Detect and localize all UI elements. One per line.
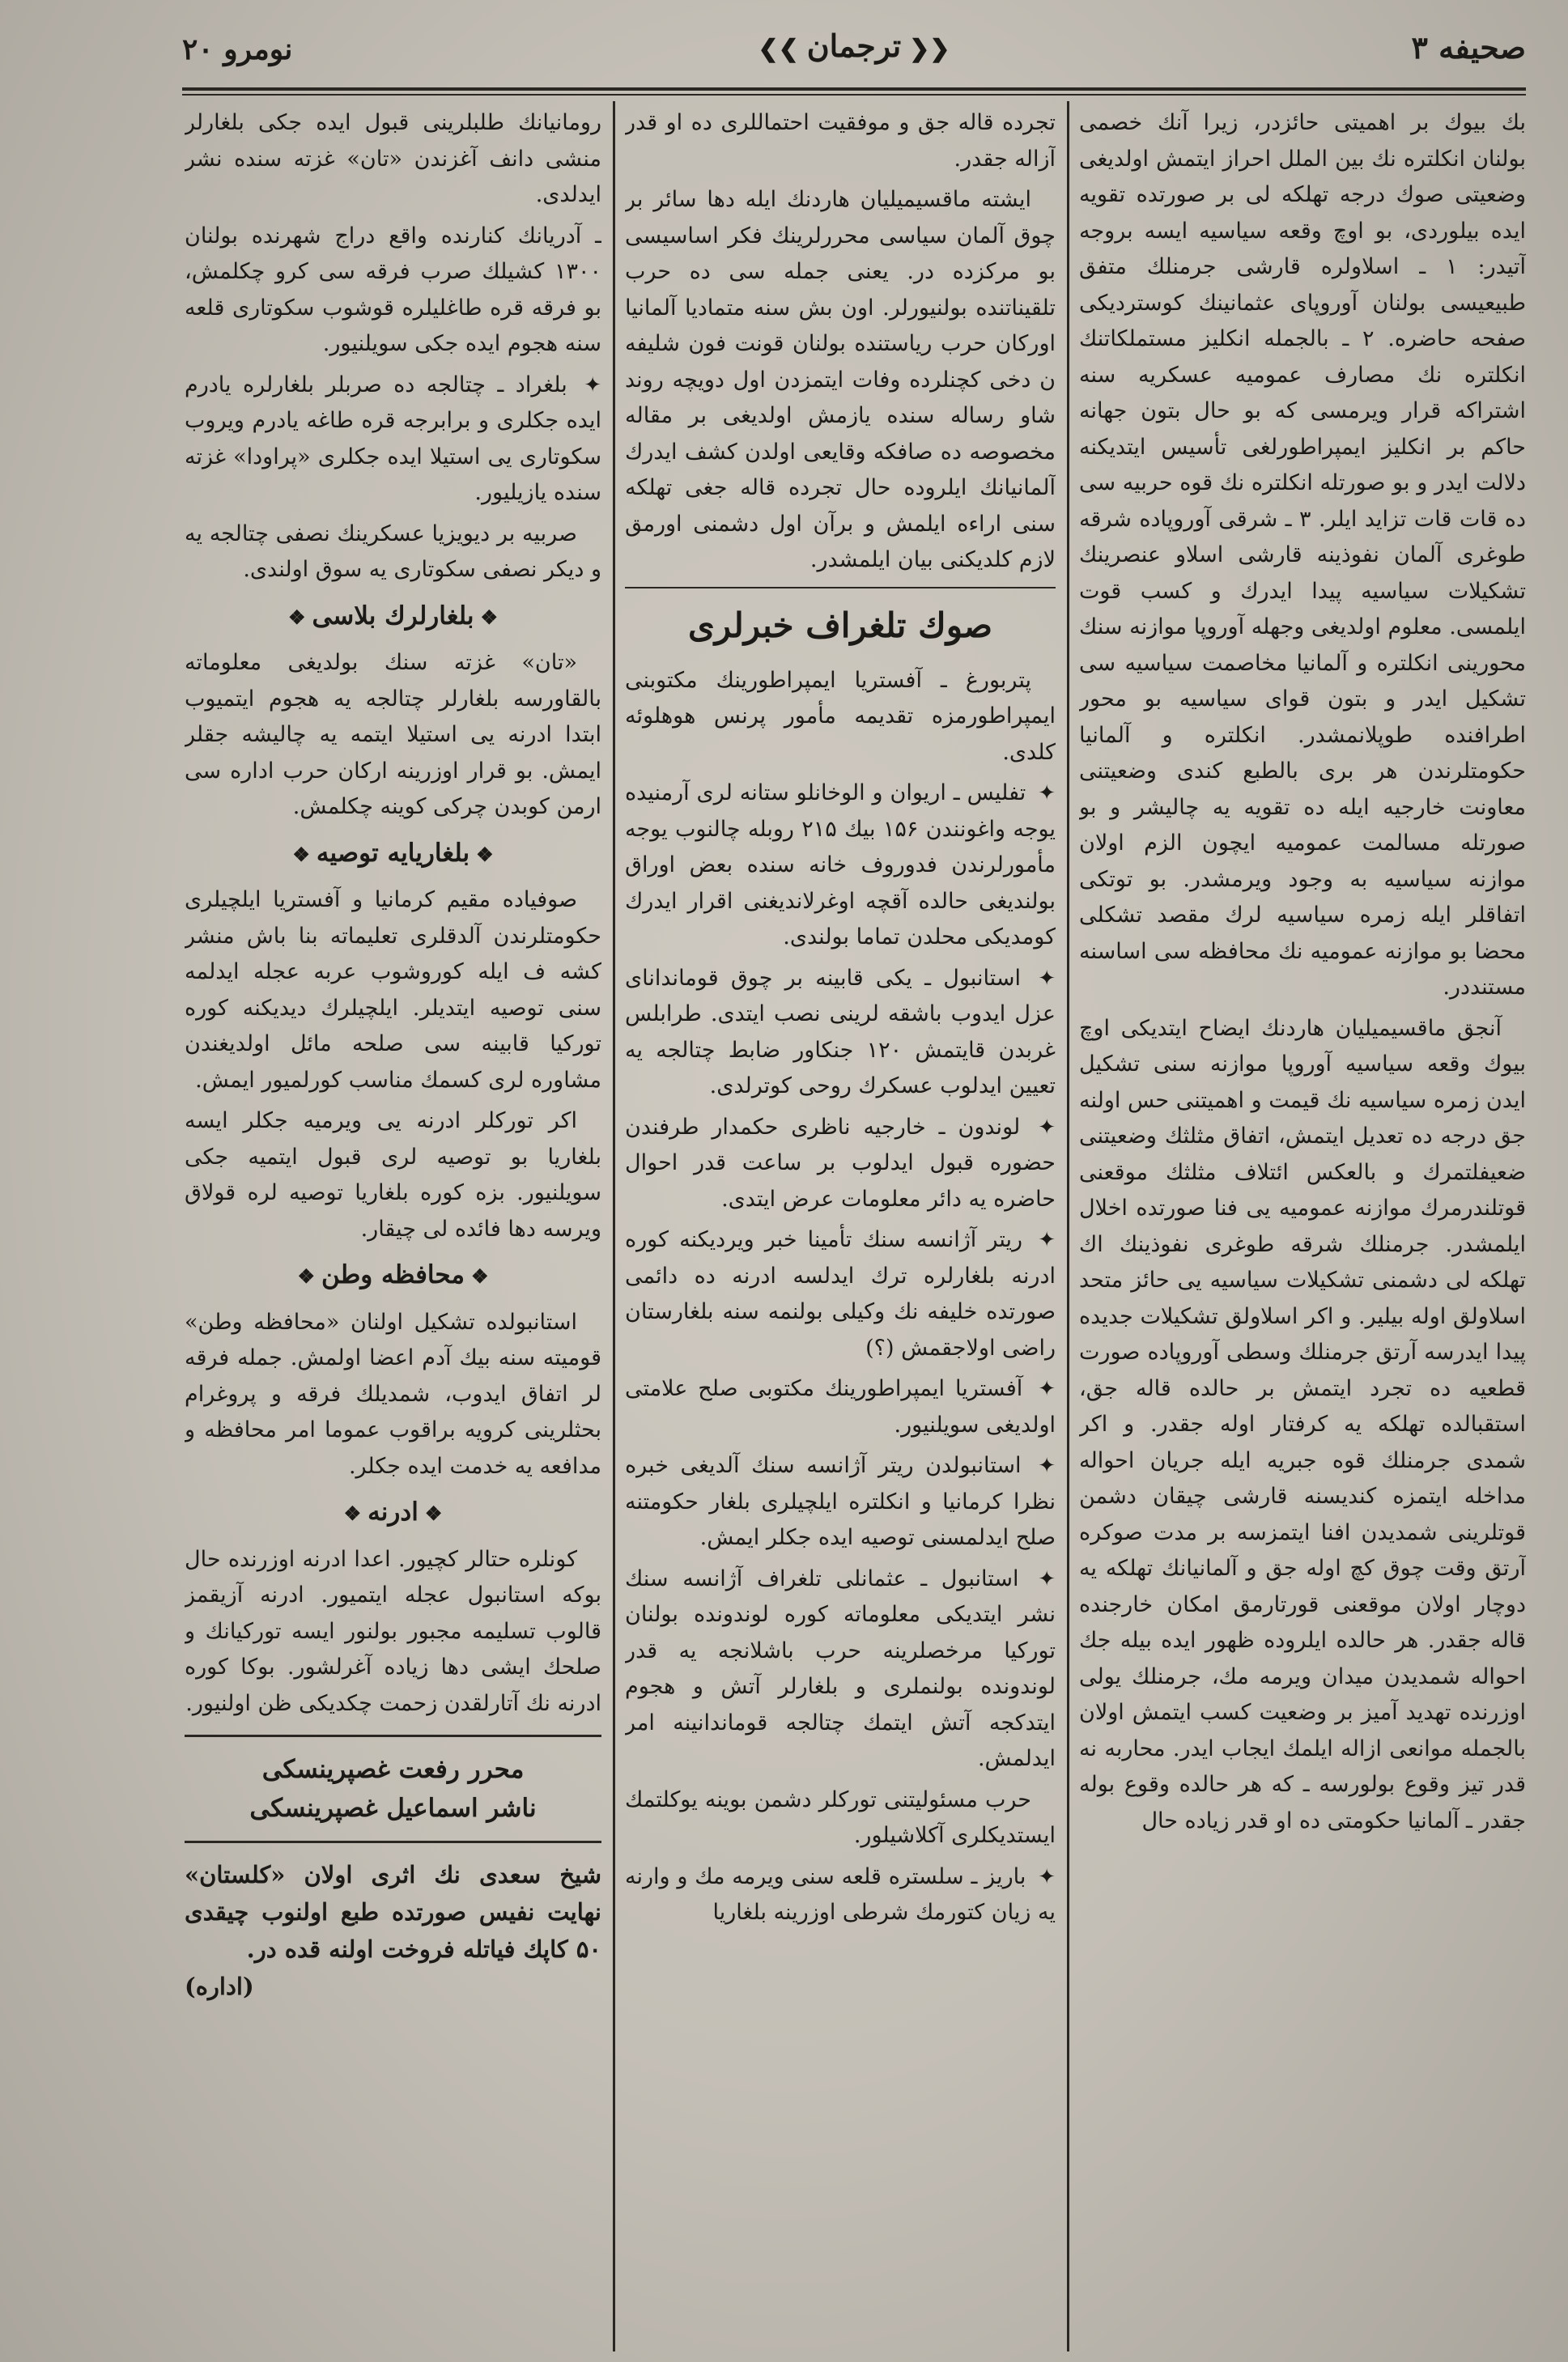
- ornament-icon: ❖: [297, 1264, 316, 1288]
- diamond-icon: ✦: [1038, 1454, 1056, 1478]
- news-item-text: تفليس ـ اريوان و الوخانلو ستانه لرى آرمنيده يوجه واغونندن ۱۵۶ بيك ۲۱۵ روبله چالنوب يوجه مأمورلرندن فدوروف خانه سنده بعض اوراق بولنديغى حالده آقچه اوغرلانديغنى اقرار ايدرك كومديكى محلدن تماما بولندى.: [625, 780, 1056, 949]
- news-item: [625, 1222, 1056, 1366]
- signature-block: [185, 1750, 601, 1828]
- ornament-icon: ❮❮: [909, 35, 950, 63]
- ornament-icon: ❖: [292, 842, 310, 866]
- news-item-text: ريتر آژانسه سنك تأمينا خبر ويرديكنه كوره ادرنه بلغارلره ترك ايدلسه ادرنه ده دائمى صورتده خليفه نك وكيلى بولنمه سنه بلغارستان راضى اولاجقمش (؟): [625, 1227, 1056, 1361]
- news-item-text: بلغراد ـ چتالجه ده صربلر بلغارلره يادرم ايده جكلرى و برابرجه قره طاغه يادرم ويروب سكوتارى يى استيلا ايده جكلرى «پراودا» غزته سنده يازيليور.: [185, 372, 601, 505]
- news-item-text: آفستريا ايمپراطورينك مكتوبى صلح علامتى اولديغى سويلنيور.: [625, 1376, 1056, 1438]
- ornament-icon: ❯❯: [758, 35, 799, 63]
- editor-line: محرر رفعت غصپرينسكى: [261, 1755, 525, 1784]
- ornament-icon: ❖: [287, 605, 306, 629]
- section-heading-text: محافظه وطن: [321, 1260, 465, 1289]
- news-item-text: استانبولدن ريتر آژانسه سنك آلديغى خبره نظرا كرمانيا و انكلتره ايلچيلرى بلغار حكومتنه صلح ايدلمسنى توصيه ايده جكلر ايمش.: [625, 1453, 1056, 1550]
- section-heading-text: بلغارلرك بلاسى: [312, 601, 474, 631]
- publisher-line: ناشر اسماعيل غصپرينسكى: [249, 1794, 537, 1823]
- news-item-text: استانبول ـ يكى قابينه بر چوق قومانداناى عزل ايدوب باشقه لرينى نصب ايتدى. طرابلس غربدن قايتمش ۱۲۰ جنكاور ضابط چتالجه يه تعيين ايدلوب عسكرك روحى كوترلدى.: [625, 965, 1056, 1098]
- ornament-icon: ❖: [343, 1502, 362, 1525]
- diamond-icon: ✦: [1038, 1377, 1056, 1401]
- issue-number-label: نومرو ۲۰: [182, 32, 293, 66]
- advertisement-signature: (اداره): [185, 1973, 254, 2000]
- news-item: [625, 1371, 1056, 1443]
- news-item: [625, 961, 1056, 1105]
- section-heading: [185, 1494, 601, 1532]
- article-paragraph: كونلره حتالر كچيور. اعدا ادرنه اوزرنده حال بوكه استانبول عجله ايتميور. ادرنه آزيقمز قالوب تسليمه مجبور بولنور ايسه توركيانك و صلحك ايشى دها زياده آغرلشور. بوكا كوره ادرنه نك آتارلقدن زحمت چكديكى ظن اولنيور.: [185, 1546, 601, 1716]
- news-item: [625, 1110, 1056, 1218]
- diamond-icon: ✦: [1038, 1864, 1056, 1889]
- ornament-icon: ❖: [470, 1264, 489, 1288]
- news-item: [625, 1859, 1056, 1931]
- ornament-icon: ❖: [424, 1502, 443, 1525]
- section-heading-text: ادرنه: [368, 1497, 419, 1527]
- article-paragraph: ايشته ماقسيميليان هاردنك ايله دها سائر بر چوق آلمان سياسى محررلرينك فكر اساسيسى بو مركزده در. يعنى جمله سى ده حرب تلقيناتنده بولنيورلر. اون بش سنه متماديا آلمانيا اوركان حرب رياستنده بولنان قونت فون شليفه ن دخى كچنلرده وفات ايتمزدن اول دويچه روند شاو رساله سنده يازمش اولديغى بر مقاله مخصوصه ده صافكه وقايعى اولدن كشف ايدرك آلمانيانك ايلروده حال تجرده قاله جغى تهلكه سنى اراءه ايلمش و برآن اول دشمنى اورمق لازم كلديكنى بيان ايلمشدر.: [625, 187, 1056, 572]
- section-heading: [185, 835, 601, 873]
- column-left: [185, 105, 601, 2347]
- section-heading: [185, 598, 601, 636]
- diamond-icon: ✦: [1038, 781, 1056, 805]
- masthead: [182, 28, 1526, 64]
- header-rule: [182, 87, 1526, 91]
- masthead-title: ترجمان: [806, 28, 902, 64]
- article-paragraph: بك بيوك بر اهميتى حائزدر، زيرا آنك خصمى بولنان انكلتره نك بين الملل احراز ايتمش اولديغى وضعيتى صوك درجه تهلكه لى بر صورتده تقويه ايده بيلوردى، بو اوچ وقعه سياسيه ايسه بروجه آتيدر: ۱ ـ اسلاولره قارشى جرمنلك متفق طبيعيسى بولنان آوروپاى عثمانينك كوستردیكى صفحه حاضره. ۲ ـ بالجمله انكليز مستملكاتنك انكلتره نك مصارف عموميه عسكريه سنه اشتراكه قرار ويرمسى كه بو حال بتون جهانه حاكم بر انكليز ايمپراطورلغى تأسيس ايتديكنه دلالت ايدر و بو صورتله انكلتره نك قوه حربيه سى ده قات قات تزايد ايلر. ۳ ـ شرقى آوروپاده شرقه طوغرى آلمان نفوذينه قارشى اسلاو عنصرينك تشكيلات سياسيه پيدا ايدرك و كسب قوت ايلمسى. معلوم اولديغى وجهله آوروپا موازنه سنك محورينى انكلتره و آلمانيا مخاصمت سياسيه سى تشكيل ايدر و بتون قواى سياسيه بو محور اطرافنده طوپلانمشدر. انكلتره و آلمانيا حكومتلرندن هر برى بالطبع كندى وضعيتنى معاونت خارجيه ايله ده تقويه يه چاليشر و بو صورتله مسالمت عموميه ايچون الزم اولان موازنه سياسيه به وجود ويرمشدر. بو توتكى اتفاقلر ايله زمره سياسيه لرك مقصد تشكلى محضا بو موازنه عموميه نك محافظه سى اساسنه مستنددر.: [1079, 110, 1526, 1000]
- news-item-text: باريز ـ سلستره قلعه سنى ويرمه مك و وارنه يه زيان كتورمك شرطى اوزرينه بلغاريا: [625, 1863, 1056, 1925]
- ornament-icon: ❖: [480, 605, 499, 629]
- article-paragraph: صربيه بر ديويزيا عسكرينك نصفى چتالجه يه و ديكر نصفى سكوتارى يه سوق اولندى.: [185, 520, 601, 582]
- column-middle: [625, 105, 1056, 2347]
- article-paragraph: تجرده قاله جق و موفقيت احتماللرى ده او قدر آزاله جقدر.: [625, 110, 1056, 172]
- diamond-icon: ✦: [1038, 1115, 1056, 1140]
- news-item: [625, 775, 1056, 956]
- news-item: پتربورغ ـ آفستريا ايمپراطورينك مكتوبنى ايمپراطورمزه تقديمه مأمور پرنس هوهلوئه كلدى.: [625, 667, 1056, 765]
- telegraph-news-heading: صوك تلغراف خبرلرى: [687, 605, 993, 645]
- article-paragraph: «تان» غزته سنك بولديغى معلوماته بالقاورسه بلغارلر چتالجه يه هجوم ايتميوب ابتدا ادرنه يى استيلا ايتمه يه چاليشه جقلر ايمش. بو قرار اوزرينه اركان حرب اداره سى ارمن كوبدن چركى كوينه چكلمش.: [185, 650, 601, 819]
- header-rule-thin: [182, 94, 1526, 96]
- section-divider: [625, 587, 1056, 588]
- section-heading-text: بلغاريايه توصيه: [316, 838, 470, 868]
- section-divider: [185, 1735, 601, 1737]
- diamond-icon: ✦: [584, 372, 601, 397]
- news-item-text: لوندون ـ خارجيه ناظرى حكمدار طرفندن حضوره قبول ايدلوب بر ساعت قدر احوال حاضره يه دائر معلومات عرض ايتدى.: [625, 1114, 1056, 1212]
- section-heading: [185, 1257, 601, 1295]
- ornament-icon: ❖: [476, 842, 494, 866]
- article-paragraph: آنجق ماقسيميليان هاردنك ايضاح ايتديكى اوچ بيوك وقعه سياسيه آوروپا موازنه سنى تشكيل ايدن زمره سياسيه نك قيمت و اهميتنى حس اولنه جق درجه ده تعديل ايتمش، اتفاق مثلثك وضعيتنى ضعيفلتمرك و بالعكس ائتلاف مثلثك موقعنى قوتلندرمرك موازنه عموميه يى فنا صورتده اخلال ايلمشدر. جرمنلك شرقه طوغرى نفوذينك اك تهلكه لى دشمنى تشكيلات سياسيه يى حائز متحد اسلاولق اوله بيلير. و اكر اسلاولق تشكيلات جديده پيدا ايدرسه آرتق جرمنلك وسطى آوروپاده صورت قطعيه ده تجرد ايتمش بر حالده قاله جق، استقبالده تهلكه يه كرفتار اوله جقدر. و اكر شمدى جرمنلك قوه جبريه ايله جريان احواله مداخله ايتمزه كنديسنه قارشى چيقان دشمن قوتلرينى شمديدن افنا ايتمزسه بر مدت صوكره آرتق وقت چوق كچ اوله جق و آلمانيانك تهلكه يه دوچار اولان موقعنى قورتارمق امكان خارجنده قاله جقدر. هر حالده ايلروده ظهور ايده بيله جك احواله شمديدن ميدان ويرمه مك، جرمنلك يولى اوزرنده تهديد آميز بر وضعيت كسب ايتمش اولان بالجمله موانعى ازاله ايلمك ايجاب ايدر. محاربه نه قدر تيز وقوع بولورسه ـ كه هر حالده وقوع بوله جقدر ـ آلمانيا حكومتى ده او قدر زياده حال: [1079, 1015, 1526, 1833]
- section-divider: [185, 1841, 601, 1843]
- article-paragraph: ـ آدريانك كنارنده واقع دراج شهرنده بولنان ۱۳۰۰ كشيلك صرب فرقه سى كرو چكلمش، بو فرقه قره طاغليلره قوشوب سكوتارى قلعه سنه هجوم ايده جكى سويلنيور.: [185, 223, 601, 356]
- news-item: [625, 1448, 1056, 1557]
- advertisement-text: شيخ سعدى نك اثرى اولان «كلستان» نهايت نفيس صورتده طبع اولنوب چيقدى ۵۰ كاپك فياتله فروخت اولنه قده در.: [185, 1861, 601, 1963]
- advertisement: [185, 1856, 601, 2005]
- diamond-icon: ✦: [1038, 1228, 1056, 1252]
- news-item: حرب مسئوليتنى توركلر دشمن بوينه يوكلتمك ايستديكلرى آكلاشيلور.: [625, 1786, 1056, 1848]
- article-paragraph: صوفياده مقيم كرمانيا و آفستريا ايلچيلرى حكومتلرندن آلدقلرى تعليماته بنا باش منشر كشه ف ايله كوروشوب عربه عجله ايدلمه سنى توصيه ايتديلر. ايلچيلرك ديديكنه كوره توركيا قابينه سى صلحه مائل اولديغندن مشاوره لرى كسمك مناسب كورلميور ايمش.: [185, 887, 601, 1093]
- column-separator-left: [613, 101, 615, 2351]
- diamond-icon: ✦: [1038, 966, 1056, 991]
- diamond-icon: ✦: [1038, 1566, 1056, 1591]
- column-separator-right: [1067, 101, 1069, 2351]
- article-paragraph: رومانيانك طلبلرينى قبول ايده جكى بلغارلر منشى دانف آغزندن «تان» غزته سنده نشر ايدلدى.: [185, 110, 601, 207]
- news-item: [185, 367, 601, 512]
- article-paragraph: استانبولده تشكيل اولنان «محافظه وطن» قوميته سنه بيك آدم اعضا اولمش. جمله فرقه لر اتفاق ايدوب، شمديلك فرقه و پروغرام بحثلرينى كرويه براقوب عموما امر محافظه و مدافعه يه خدمت ايده جكلر.: [185, 1309, 601, 1479]
- news-item: [625, 1561, 1056, 1778]
- news-item-text: استانبول ـ عثمانلى تلغراف آژانسه سنك نشر ايتديكى معلوماته كوره لوندونده بولنان توركيا مرخصلرينه حرب باشلانجه يه قدر لوندونده بولنملرى و بلغارلر آتش و هجوم ايتدكجه آتش ايتمك چتالجه قوماندانينه امر ايدلمش.: [625, 1565, 1056, 1771]
- column-right: [1079, 105, 1526, 2347]
- article-paragraph: اكر توركلر ادرنه يى ويرميه جكلر ايسه بلغاريا بو توصيه لرى قبول ايتميه جكى سويلنيور. بزه كوره بلغاريا توصيه لره قولاق ويرسه دها فائده لى چيقار.: [185, 1108, 601, 1242]
- page-number-label: صحیفه ۳: [1411, 29, 1526, 66]
